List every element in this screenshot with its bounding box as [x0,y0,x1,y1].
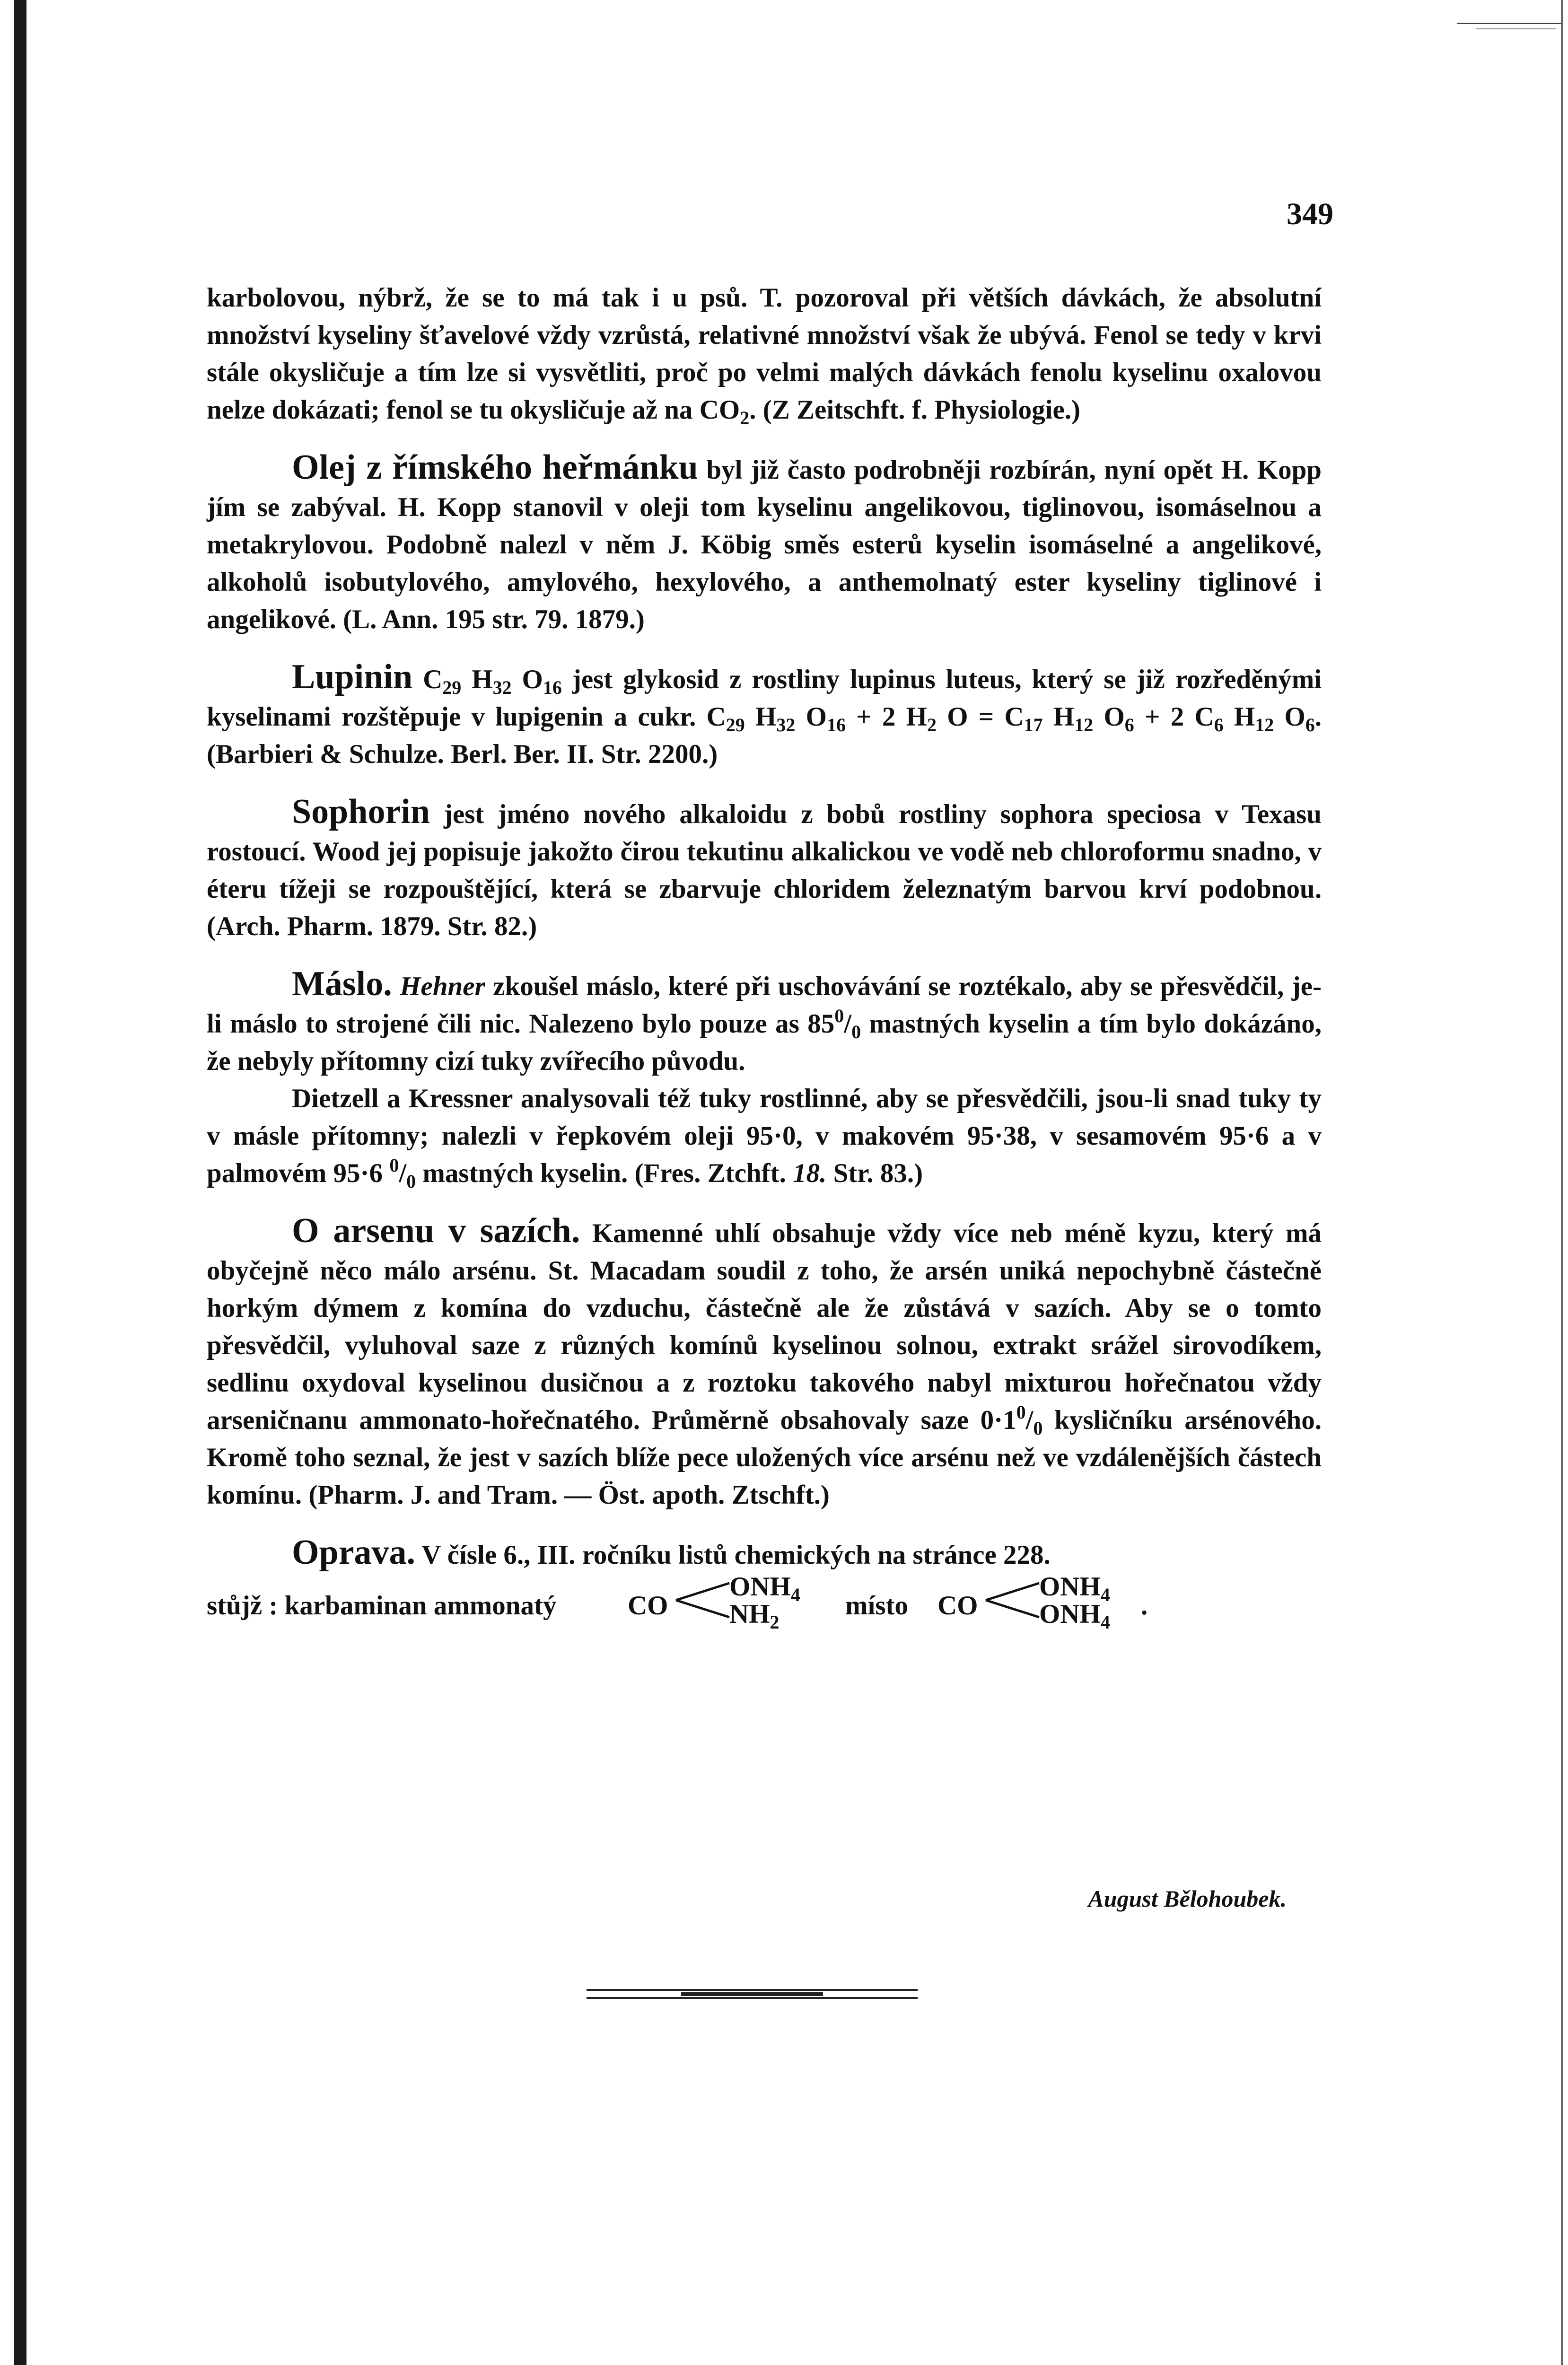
paragraph-maslo-2: Dietzell a Kressner analysovali též tuky rostlinné, aby se přesvědčili, jsou-li snad tuky ty v másle přítomny; nalezli v řepkovém oleji 95·0, v makovém 95·38, v sesamovém 95·6 a v palmovém 95·6 $^0/_0$ mastných kyselin. (Fres. Ztchft. 18. Str. 83.) [207,1084,1322,1192]
paragraph-maslo: Máslo. Hehner zkoušel máslo, které při uschovávání se roztékalo, aby se přesvědčil, je-li máslo to strojené čili nic. Nalezeno bylo pouze as $85^0/_0$ mastných kyselin a tím bylo dokázáno, že nebyly přítomny cizí tuky zvířecího původu. [207,964,1322,1076]
reaction-equation: 2 $H_2$ $O = C_{17}$ $H_{12}$ $O_6 + 2$ $C_6$ $H_{12}$ $O_6$ [882,702,1315,736]
page-edge-mark [1476,28,1556,29]
divider-rule [587,1989,918,1991]
paragraph-oprava: Oprava. V čísle 6., III. ročníku listů chemických na stránce 228. stůjž : karbaminan ammonatý CO $ONH_4$ $NH_2$ místo CO $ONH_4$ $ONH_4$ . [207,1534,1322,1630]
page-number: 349 [1287,197,1333,231]
section-heading-lupinin: Lupinin [292,657,413,696]
page-binding-edge [14,0,26,2365]
divider-rule-center [681,1992,823,1996]
formula: $C_{29}$ $H_{32}$ $O_{16}$ + [706,702,872,736]
paragraph-fenol: karbolovou, nýbrž, že se to má tak i u psů. T. pozoroval při větších dávkách, že absolutní množství kyseliny šťavelové vždy vzrůstá, relativné množství však že ubývá. Fenol se tedy v krvi stále okysličuje a tím lze si vysvětliti, proč po velmi malých dávkách fenolu kyselinu oxalovou nelze dokázati; fenol se tu okysličuje až na $CO_2$. (Z Zeitschft. f. Physiologie.) [207,283,1322,429]
correction-line: stůjž : karbaminan ammonatý CO $ONH_4$ $NH_2$ místo CO $ONH_4$ $ONH_4$ . [207,1572,1148,1633]
section-heading-sophorin: Sophorin [292,792,430,831]
page-edge-mark [1457,23,1561,24]
divider-rule [587,1997,918,1999]
section-heading-olej: Olej z římského heřmánku [292,448,698,487]
paragraph-lupinin: Lupinin $C_{29}$ $H_{32}$ $O_{16}$ jest glykosid z rostliny lupinus luteus, který se již rozředěnými kyselinami rozštěpuje v lupigenin a cukr. $C_{29}$ $H_{32}$ $O_{16} + 2$ $H_2$ $O = C_{17}$ $H_{12}$ $O_6 + 2$ $C_6$ $H_{12}$ $O_6$. (Barbieri & Schulze. Berl. Ber. II. Str. 2200.) [207,657,1322,769]
section-heading-oprava: Oprava. [292,1533,416,1572]
section-heading-maslo: Máslo. [292,964,392,1003]
page-edge-right [1561,0,1563,2365]
author-name: Hehner [400,972,485,1001]
bond-lines [675,1577,732,1625]
page-content [207,279,1322,1633]
formula: $C_{29}$ $H_{32}$ $O_{16}$ [423,665,562,698]
section-heading-arsen: O arsenu v sazích. [292,1211,580,1250]
paragraph-sophorin: Sophorin jest jméno nového alkaloidu z bobů rostliny sophora speciosa v Texasu rostoucí. Wood jej popisuje jakožto čirou tekutinu alkalickou ve vodě neb chloroformu snadno, v éteru tížeji se rozpouštějící, která se zbarvuje chloridem železnatým barvou krví podobnou. (Arch. Pharm. 1879. Str. 82.) [207,792,1322,941]
paragraph-arsen: O arsenu v sazích. Kamenné uhlí obsahuje vždy více neb méně kyzu, který má obyčejně něco málo arsénu. St. Macadam soudil z toho, že arsén uniká nepochybně částečně horkým dýmem z komína do vzduchu, částečně ale že zůstává v sazích. Aby se o tomto přesvědčil, vyluhoval saze z různých komínů kyselinou solnou, extrakt srážel sirovodíkem, sedlinu oxydoval kyselinou dusičnou a z roztoku takového nabyl mixturou hořečnatou vždy arseničnanu ammonato-hořečnatého. Průměrně obsahovaly saze $0\cdot 1^0/_0$ kysličníku arsénového. Kromě toho seznal, že jest v sazích blíže pece uložených více arsénu než ve vzdálenějších částech komínu. (Pharm. J. and Tram. — Öst. apoth. Ztschft.) [207,1211,1322,1510]
paragraph-olej: Olej z římského heřmánku byl již často podrobněji rozbírán, nyní opět H. Kopp jím se zabýval. H. Kopp stanovil v oleji tom kyselinu angelikovou, tiglinovou, isomáselnou a metakrylovou. Podobně nalezl v něm J. Köbig směs esterů kyselin isomáselné a angelikové, alkoholů isobutylového, amylového, hexylového, a anthemolnatý ester kyseliny tiglinové i angelikové. (L. Ann. 195 str. 79. 1879.) [207,448,1322,634]
signature: August Bělohoubek. [1088,1885,1287,1912]
bond-lines [985,1577,1042,1625]
